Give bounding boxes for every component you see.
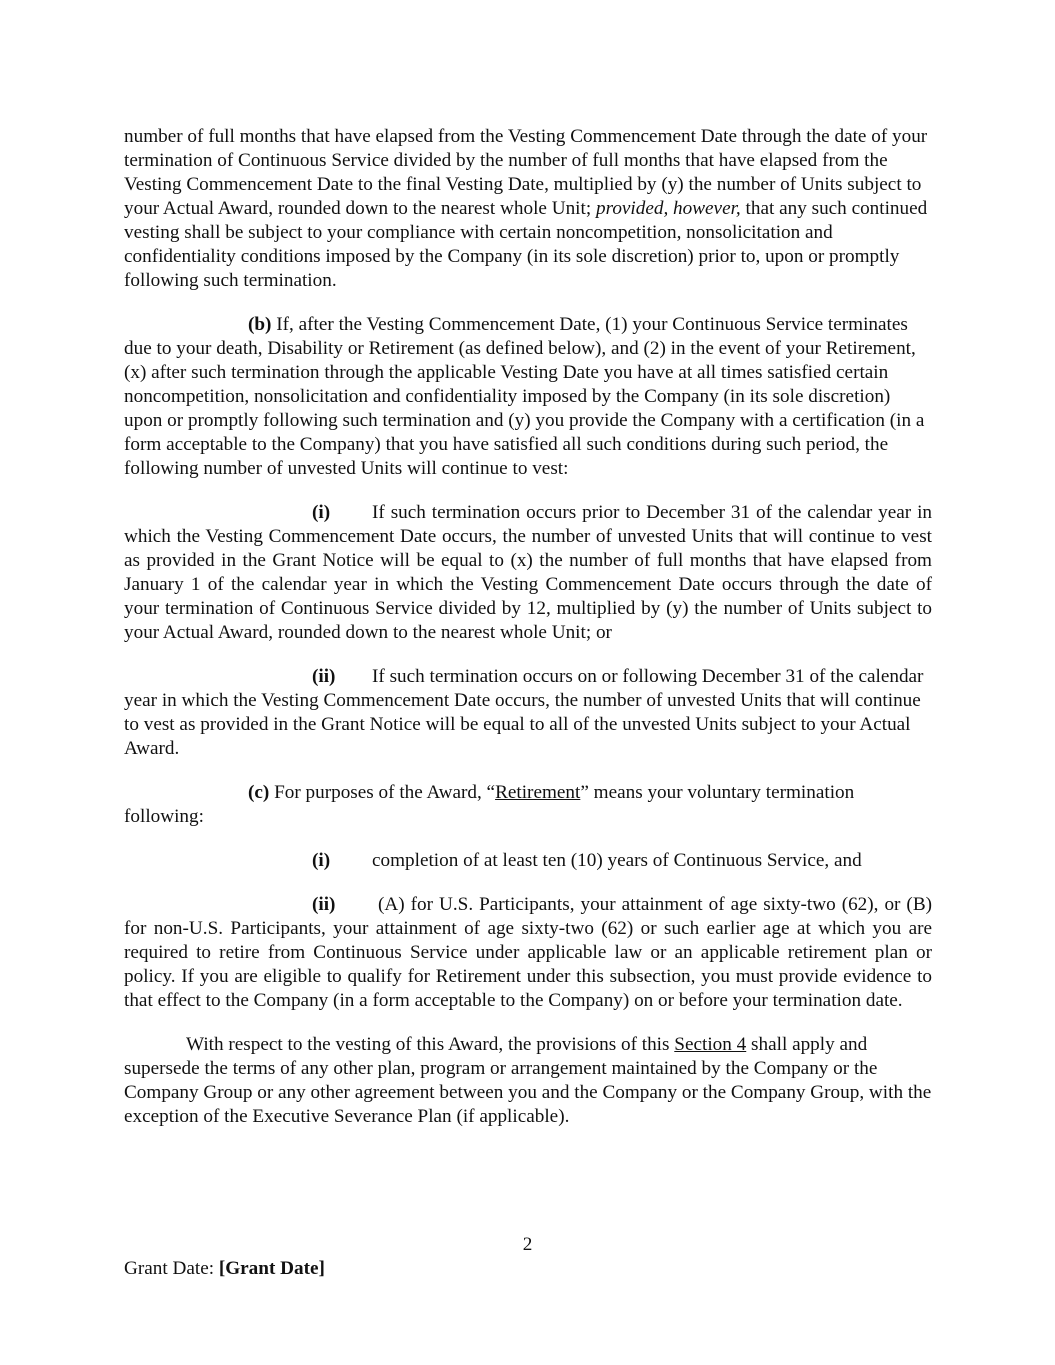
section-b-item-i bbox=[124, 501, 932, 645]
section-c-text-a: For purposes of the Award, “ bbox=[274, 782, 496, 803]
grant-date-label: Grant Date: bbox=[124, 1258, 215, 1279]
footer-grant-date bbox=[124, 1257, 325, 1281]
closing-text-a: With respect to the vesting of this Award, the provisions of this bbox=[186, 1034, 670, 1055]
section-b-label: (b) bbox=[248, 314, 272, 335]
section-b-item-i-text: If such termination occurs prior to December 31 of the calendar year in which the Vesting Commencement Date occurs, the number of unvested Units that will continue to vest as provided in the Grant Notice will be equal to (x) the number of full months that have elapsed from January 1 of the calendar year in which the Vesting Commencement Date occurs through the date of your termination of Continuous Service divided by 12, multiplied by (y) the number of Units subject to your Actual Award, rounded down to the nearest whole Unit; or bbox=[124, 502, 932, 643]
section-c-item-ii-text: (A) for U.S. Participants, your attainment of age sixty-two (62), or (B) for non-U.S. Participants, your attainment of age sixty-two (62) or such earlier age at which you are required to retire from Continuous Service under applicable law or an applicable retirement plan or policy. If you are eligible to qualify for Retirement under this subsection, you must provide evidence to that effect to the Company (in a form acceptable to the Company) on or before your termination date. bbox=[124, 894, 933, 1011]
section-4-reference: Section 4 bbox=[674, 1034, 747, 1055]
section-b-text: If, after the Vesting Commencement Date, (1) your Continuous Service terminates due to your death, Disability or Retirement (as defined below), and (2) in the event of your Retirement, (x) after such termination through the applicable Vesting Date you have at all times satisfied certain noncompetition, nonsolicitation and confidentiality imposed by the Company (in its sole discretion) upon or promptly following such termination and (y) you provide the Company with a certification (in a form acceptable to the Company) that you have satisfied all such conditions during such period, the following number of unvested Units will continue to vest: bbox=[124, 314, 925, 479]
retirement-term: Retirement bbox=[495, 782, 581, 803]
page-number: 2 bbox=[522, 1234, 533, 1255]
section-c-item-ii bbox=[124, 893, 932, 1013]
intro-text-b: that any such continued vesting shall be subject to your compliance with certain noncompetition, nonsolicitation and confidentiality conditions imposed by the Company (in its sole discretion) prior to, upon or promptly following such termination. bbox=[124, 198, 928, 291]
closing-paragraph bbox=[124, 1033, 932, 1129]
grant-date-value: [Grant Date] bbox=[218, 1258, 325, 1279]
section-b-paragraph bbox=[124, 313, 932, 481]
document-body bbox=[124, 125, 932, 1129]
section-b-item-ii-text: If such termination occurs on or following December 31 of the calendar year in which the Vesting Commencement Date occurs, the number of unvested Units that will continue to vest as provided in the Grant Notice will be equal to all of the unvested Units subject to your Actual Award. bbox=[124, 666, 924, 759]
section-b-item-i-label: (i) bbox=[312, 502, 331, 523]
section-c-label: (c) bbox=[248, 782, 270, 803]
intro-italic: provided, however, bbox=[595, 198, 741, 219]
section-c-item-i-label: (i) bbox=[312, 850, 331, 871]
section-c-text-b: ” means your voluntary termination following: bbox=[124, 782, 855, 827]
section-c-item-ii-label: (ii) bbox=[312, 894, 336, 915]
intro-text-a: number of full months that have elapsed from the Vesting Commencement Date through the date of your termination of Continuous Service divided by the number of full months that have elapsed from the Vesting Commencement Date to the final Vesting Date, multiplied by (y) the number of Units subject to your Actual Award, rounded down to the nearest whole Unit; bbox=[124, 126, 928, 219]
section-c-item-i bbox=[124, 849, 932, 873]
closing-text-b: shall apply and supersede the terms of any other plan, program or arrangement maintained by the Company or the Company Group or any other agreement between you and the Company or the Company Group, with the exception of the Executive Severance Plan (if applicable). bbox=[124, 1034, 932, 1127]
section-c-item-i-text: completion of at least ten (10) years of Continuous Service, and bbox=[372, 850, 862, 871]
section-c-paragraph bbox=[124, 781, 932, 829]
section-b-item-ii bbox=[124, 665, 932, 761]
section-b-item-ii-label: (ii) bbox=[312, 666, 336, 687]
intro-paragraph bbox=[124, 125, 932, 293]
